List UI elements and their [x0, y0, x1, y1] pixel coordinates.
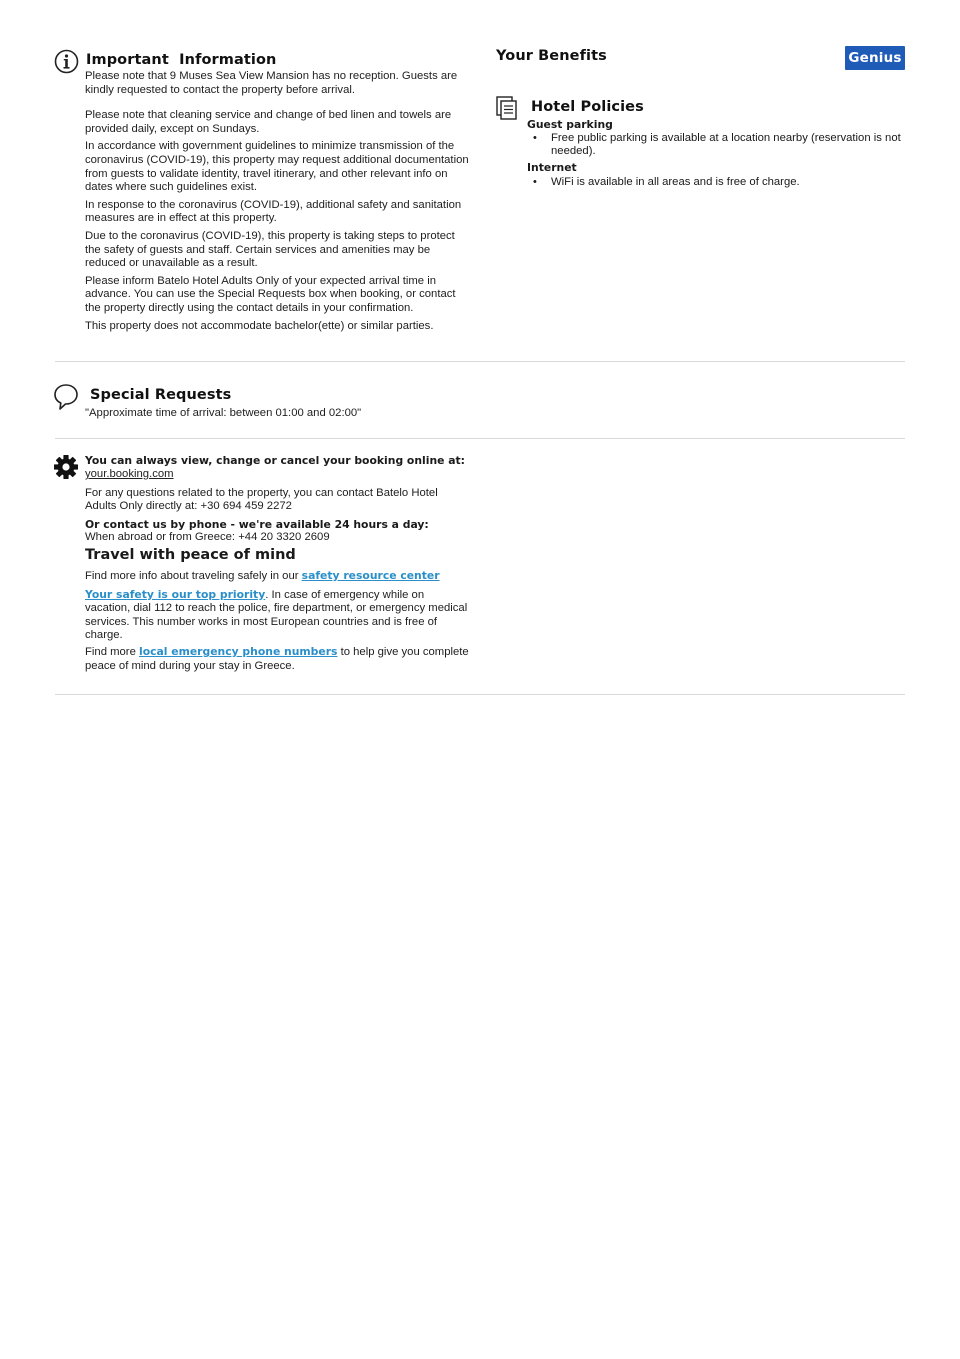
manage-booking-heading: You can always view, change or cancel your booking online at: [85, 454, 465, 467]
section-divider [55, 438, 905, 439]
internet-label: Internet [527, 160, 577, 174]
hotel-policies-body [527, 118, 907, 190]
safety-resource-center-link[interactable]: safety resource center [301, 568, 440, 582]
info-paragraph: Please inform Batelo Hotel Adults Only of your expected arrival time in advance. You can use the Special Requests box when booking, or contact the property directly using the contact details in your confirmation. [85, 274, 456, 314]
section-divider [55, 694, 905, 695]
info-paragraph: Due to the coronavirus (COVID-19), this property is taking steps to protect the safety of guests and staff. Certain services and amenities may be reduced or unavailable as a result. [85, 229, 455, 270]
speech-bubble-icon [53, 383, 79, 411]
special-requests-text: "Approximate time of arrival: between 01:00 and 02:00" [85, 407, 362, 419]
special-requests-title: Special Requests [90, 387, 232, 403]
section-divider [55, 361, 905, 362]
safety-info-line [85, 569, 470, 584]
important-info-title: Important Information [86, 52, 277, 68]
info-paragraph: Please note that 9 Muses Sea View Mansion has no reception. Guests are kindly requested to contact the property before arrival. [85, 70, 458, 96]
safety-priority-link[interactable]: Your safety is our top priority [85, 587, 266, 601]
guest-parking-label: Guest parking [527, 118, 613, 131]
hotel-policies-title: Hotel Policies [531, 99, 644, 115]
your-booking-link[interactable]: your.booking.com [85, 468, 174, 480]
info-icon [54, 49, 79, 74]
document-icon [496, 96, 519, 121]
info-paragraph: Please note that cleaning service and change of bed linen and towels are provided daily, except on Sundays. [85, 109, 452, 135]
property-contact-text: For any questions related to the property, you can contact Batelo Hotel Adults Only directly at: +30 694 459 2272 [85, 486, 438, 513]
info-paragraph: In response to the coronavirus (COVID-19), additional safety and sanitation measures are in effect at this property. [85, 198, 462, 225]
genius-badge: Genius [845, 46, 905, 70]
safety-info-prefix: Find more info about traveling safely in our [85, 569, 302, 582]
manage-booking-body [85, 454, 470, 673]
phone-contact-heading: Or contact us by phone - we're available 24 hours a day: [85, 517, 429, 531]
travel-title: Travel with peace of mind [85, 546, 296, 563]
safety-priority-text: . In case of emergency while on vacation, dial 112 to reach the police, fire department, or emergency medical services. This number works in most European countries and is free of charge. [85, 588, 468, 642]
emergency-prefix: Find more [85, 645, 139, 658]
safety-priority-paragraph [85, 588, 470, 643]
info-paragraph: In accordance with government guidelines to minimize transmission of the coronavirus (COVID-19), this property may request additional documentation from guests to validate identity, travel itinerary, and other relevant info on dates where such guidelines exist. [85, 140, 469, 194]
info-paragraph: This property does not accommodate bachelor(ette) or similar parties. [85, 319, 434, 332]
your-benefits-title: Your Benefits [496, 48, 607, 64]
emergency-numbers-paragraph [85, 645, 470, 673]
phone-contact-text: When abroad or from Greece: +44 20 3320 2609 [85, 531, 330, 544]
gear-icon [53, 454, 79, 480]
local-emergency-numbers-link[interactable]: local emergency phone numbers [139, 644, 338, 658]
internet-item: • WiFi is available in all areas and is free of charge. [527, 176, 907, 190]
important-info-body [85, 70, 470, 333]
emergency-suffix: to help give you complete peace of mind during your stay in Greece. [85, 645, 469, 672]
guest-parking-item: • Free public parking is available at a location nearby (reservation is not needed). [527, 132, 907, 159]
